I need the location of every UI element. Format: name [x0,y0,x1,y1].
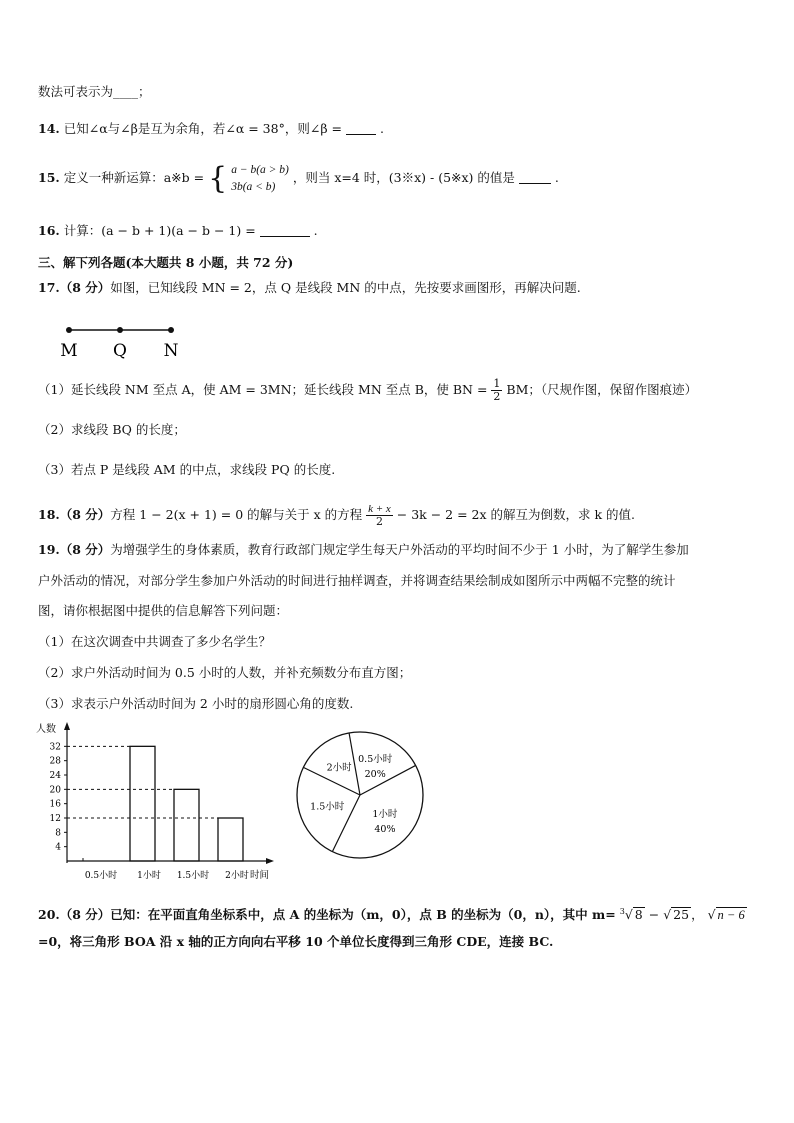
radicand-8: 8 [634,907,643,923]
y-tick-label-4: 4 [55,842,61,853]
sqrt-expr-n6: √ n − 6 [707,907,745,923]
question-19-part-1: （1）在这次调查中共调查了多少名学生？ [38,634,271,649]
comma: ， [691,907,704,923]
pie-label-1: 1小时 [372,809,398,821]
pie-pct-0: 20% [364,768,386,780]
x-axis-label: 时间 [250,870,270,881]
y-tick-label-24: 24 [49,771,61,781]
section-3-heading: 三、解下列各题(本大题共 8 小题，共 72 分) [38,255,294,270]
pie-pct-1: 40% [374,824,396,836]
question-16 [38,223,318,239]
x-tick-label-1: 1小时 [137,871,161,881]
pie-label-0: 0.5小时 [358,753,393,765]
pie-label-3: 2小时 [326,762,352,774]
question-19-part-3: （3）求表示户外活动时间为 2 小时的扇形圆心角的度数. [38,696,354,711]
fraction-denominator: 2 [375,515,383,528]
question-head: 20.（8 分） [38,907,111,923]
bar-1.5小时 [174,789,199,861]
question-18 [38,501,635,529]
question-text-2: − 3k − 2 = 2x 的解互为倒数，求 k 的值. [396,507,636,522]
fraction-numerator: k + x [368,503,391,515]
minus-sign: − [648,907,660,923]
question-number: 14. [38,121,60,136]
question-20-line-2: =0，将三角形 BOA 沿 x 轴的正方向向右平移 10 个单位长度得到三角形 CDE，连接 BC. [38,934,554,949]
question-19-part-2: （2）求户外活动时间为 0.5 小时的人数，并补充频数分布直方图； [38,665,412,680]
y-tick-label-12: 12 [49,814,61,824]
cases-brace: { [208,160,228,196]
segment-mqn-figure [55,322,195,362]
question-text: 已知：在平面直角坐标系中，点 A 的坐标为（m，0），点 B 的坐标为（0，n），其中 m= [110,907,616,923]
question-14 [38,121,384,137]
question-text-end: . [554,170,559,185]
answer-blank [519,183,551,184]
answer-blank [346,134,376,135]
question-text: 如图，已知线段 MN = 2，点 Q 是线段 MN 的中点，先按要求画图形，再解决问题. [110,280,581,295]
point-n-dot [168,327,174,333]
bar-1小时 [130,746,155,861]
question-text: 定义一种新运算：a※b = [63,170,205,185]
x-axis-arrow [266,858,274,864]
x-tick-label-3: 2小时 [225,871,249,881]
y-tick-label-28: 28 [49,756,61,767]
radicand-n-minus-6: n − 6 [717,908,745,923]
question-19-line-2: 户外活动的情况，对部分学生参加户外活动的时间进行抽样调查，并将调查结果绘制成如图所示中两幅不完整的统计 [38,573,676,588]
histogram-chart [30,718,290,888]
prev-question-tail [38,84,151,100]
y-axis-arrow [64,722,70,730]
fraction-denominator: 2 [493,390,501,403]
bar-2小时 [218,818,243,861]
answer-blank [260,236,310,237]
cube-root-expr: $^3$√ 8 [619,907,643,923]
question-text: 为增强学生的身体素质，教育行政部门规定学生每天户外活动的平均时间不少于 1 小时，为了解学生参加 [110,542,689,557]
radicand-25: 25 [673,907,690,923]
question-17-part-1 [38,376,697,404]
question-head: 17.（8 分） [38,280,111,295]
case-1: a − b(a > b) [231,163,289,176]
root-index: 3 [619,907,625,916]
question-17-part-2: （2）求线段 BQ 的长度； [38,422,186,437]
pie-label-2: 1.5小时 [310,801,345,813]
fraction-half [491,378,502,403]
point-q-label: Q [113,341,127,361]
point-n-label: N [163,341,179,361]
case-2: 3b(a < b) [231,180,276,193]
question-17 [38,280,581,296]
question-15 [38,160,559,196]
point-m-dot [66,327,72,333]
x-tick-label-0: 0.5小时 [84,871,118,881]
question-head: 18.（8 分） [38,507,111,522]
question-19-line-1 [38,542,689,558]
fraction-k-plus-x [366,503,393,528]
point-m-label: M [60,341,78,361]
y-tick-label-32: 32 [49,742,61,753]
y-tick-label-8: 8 [55,828,61,839]
part-text-2: BM；（尺规作图，保留作图痕迹） [506,382,698,397]
question-number: 16. [38,223,60,238]
question-17-part-3: （3）若点 P 是线段 AM 的中点，求线段 PQ 的长度. [38,462,336,477]
question-text-end: . [313,223,318,238]
fraction-numerator: 1 [493,377,501,390]
question-text-end: . [379,121,384,136]
point-q-dot [117,327,123,333]
question-number: 15. [38,170,60,185]
part-text: （1）延长线段 NM 至点 A，使 AM = 3MN；延长线段 MN 至点 B，使 BN = [38,382,488,397]
pie-chart [290,725,440,865]
question-19-line-3: 图，请你根据图中提供的信息解答下列问题： [38,603,289,618]
sqrt-expr-25: √ 25 [663,907,690,923]
y-axis-label: 人数 [36,724,56,735]
question-head: 19.（8 分） [38,542,111,557]
question-text: 已知∠α与∠β是互为余角，若∠α = 38°，则∠β = [63,121,342,136]
question-20-line-1 [38,901,747,926]
question-text: 计算：(a − b + 1)(a − b − 1) = [63,223,256,238]
y-tick-label-20: 20 [49,785,61,796]
prev-question-text: 数法可表示为____； [38,84,151,99]
piecewise-cases [231,162,289,196]
question-text: 方程 1 − 2(x + 1) = 0 的解与关于 x 的方程 [110,507,363,522]
y-tick-label-16: 16 [49,799,61,810]
question-text-2: ，则当 x=4 时，(3※x) - (5※x) 的值是 [292,170,515,185]
x-tick-label-2: 1.5小时 [176,871,210,881]
